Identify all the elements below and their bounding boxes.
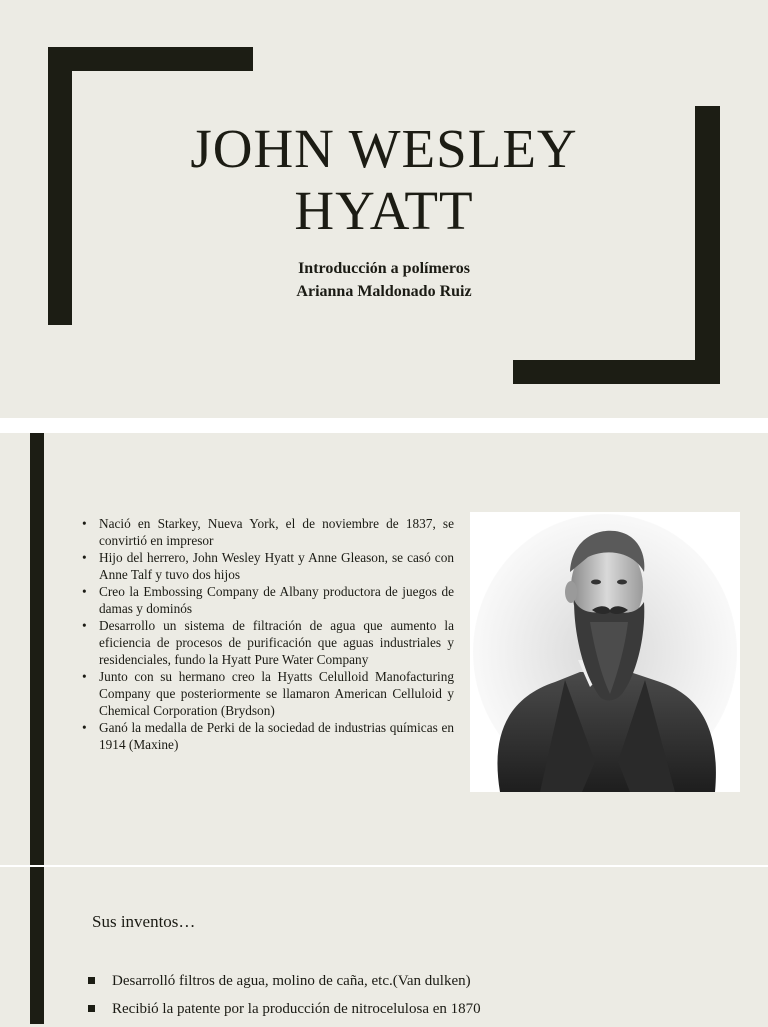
- list-item-text: Ganó la medalla de Perki de la sociedad de industrias químicas en 1914 (Maxine): [99, 720, 454, 752]
- accent-bar: [30, 867, 44, 1024]
- frame-bottom-right-horizontal: [513, 360, 720, 384]
- square-bullet-icon: [88, 977, 95, 984]
- title-line-2: HYATT: [294, 180, 474, 241]
- slide-divider: [0, 418, 768, 433]
- portrait-icon: [470, 512, 740, 792]
- bullet-icon: •: [82, 669, 87, 684]
- inventions-heading: Sus inventos…: [92, 912, 196, 931]
- list-item-text: Creo la Embossing Company de Albany productora de juegos de damas y dominós: [99, 584, 454, 616]
- frame-top-left-horizontal: [48, 47, 253, 71]
- list-item: [82, 719, 454, 753]
- bullet-icon: •: [82, 516, 87, 531]
- bullet-icon: •: [82, 584, 87, 599]
- bullet-icon: •: [82, 618, 87, 633]
- bullet-icon: •: [82, 550, 87, 565]
- list-item: [88, 971, 481, 999]
- accent-bar: [30, 433, 44, 865]
- course-name: Introducción a polímeros: [298, 260, 470, 277]
- biography-slide: [0, 433, 768, 865]
- list-item: [82, 515, 454, 549]
- title-slide: [0, 0, 768, 418]
- list-item: [82, 668, 454, 719]
- inventions-list: [88, 971, 481, 1027]
- list-item-text: Hijo del herrero, John Wesley Hyatt y Anne Gleason, se casó con Anne Talf y tuvo dos hijos: [99, 550, 454, 582]
- list-item: [82, 617, 454, 668]
- portrait-photo: [470, 512, 740, 792]
- list-item-text: Nació en Starkey, Nueva York, el de noviembre de 1837, se convirtió en impresor: [99, 516, 454, 548]
- list-item-text: Recibió la patente por la producción de nitrocelulosa en 1870: [112, 1001, 481, 1017]
- list-item-text: Junto con su hermano creo la Hyatts Celulloid Manofacturing Company que posteriormente se llamaron American Celluloid y Chemical Corporation (Brydson): [99, 669, 454, 718]
- author-name: Arianna Maldonado Ruiz: [296, 283, 472, 300]
- list-item: [82, 549, 454, 583]
- list-item-text: Desarrolló filtros de agua, molino de caña, etc.(Van dulken): [112, 973, 471, 989]
- list-item-text: Desarrollo un sistema de filtración de agua que aumento la eficiencia de procesos de purificación que aguas industriales y residenciales, fundo la Hyatt Pure Water Company: [99, 618, 454, 667]
- title-line-1: JOHN WESLEY: [190, 118, 578, 179]
- square-bullet-icon: [88, 1005, 95, 1012]
- list-item: [82, 583, 454, 617]
- inventions-slide: [0, 867, 768, 1024]
- bullet-icon: •: [82, 720, 87, 735]
- list-item: [88, 999, 481, 1027]
- page-title: [0, 118, 768, 242]
- biography-list: [82, 515, 454, 753]
- subtitle: [0, 257, 768, 303]
